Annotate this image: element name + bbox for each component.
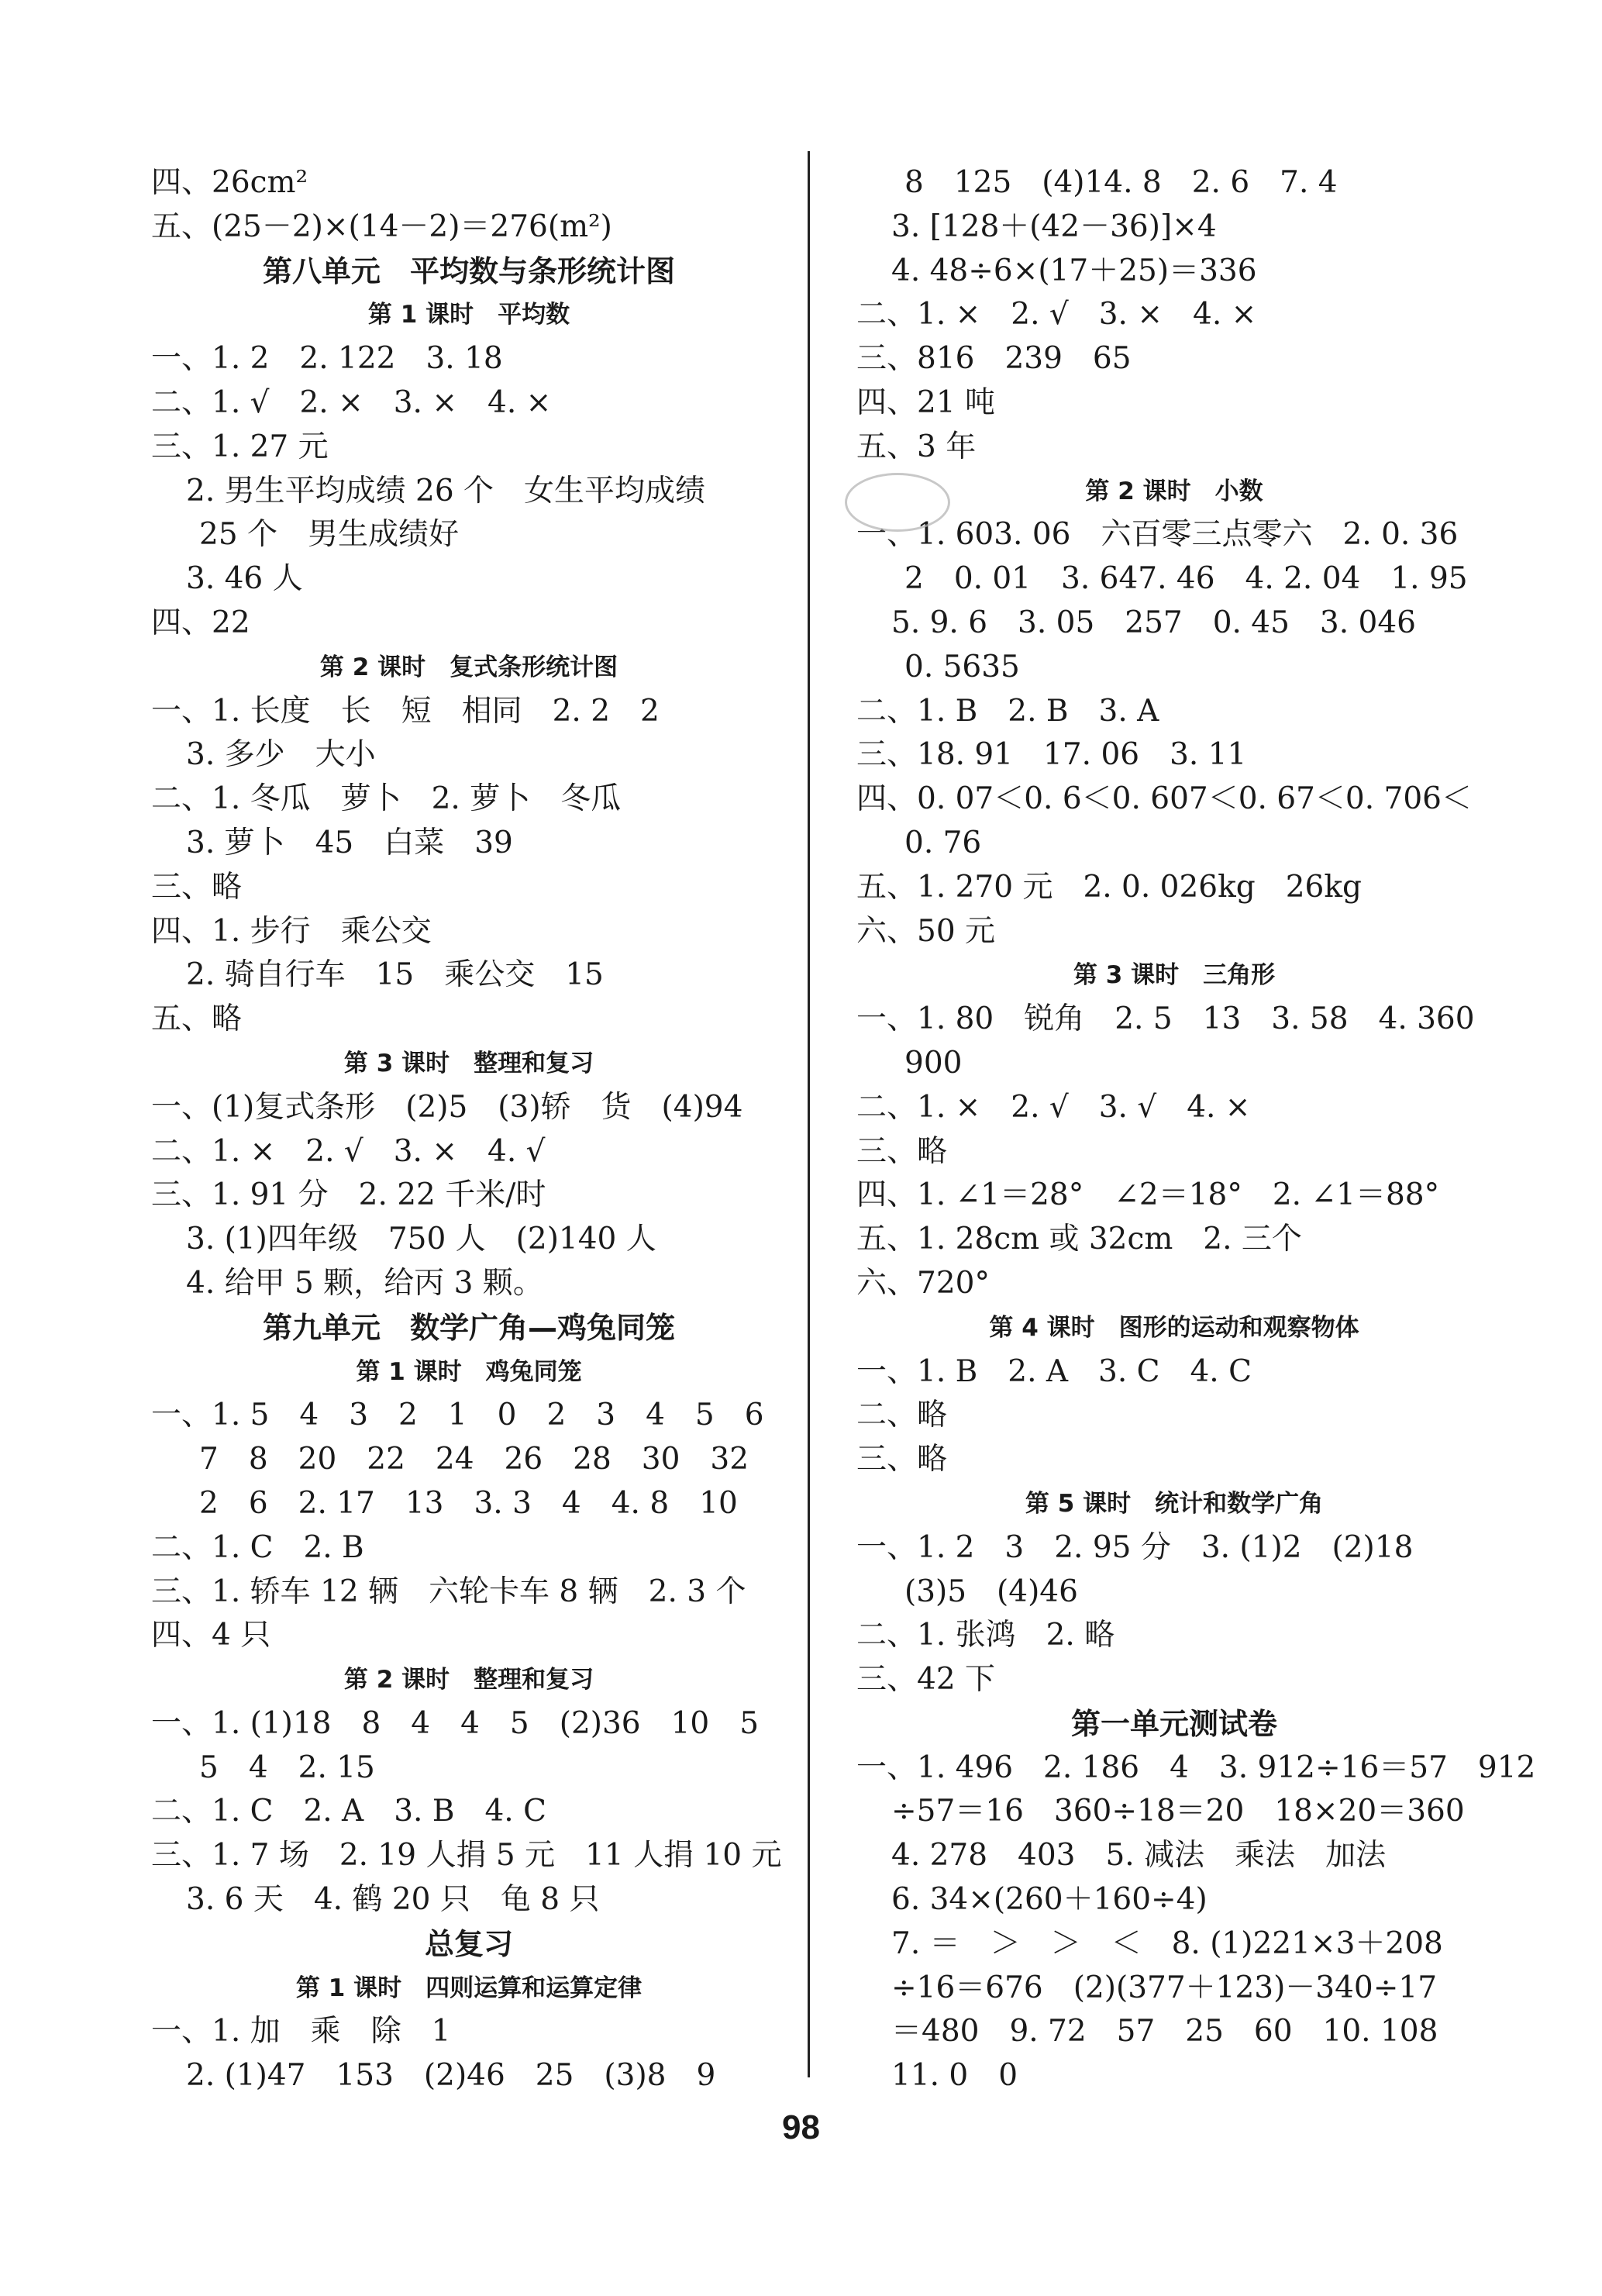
answer-line: 四、1. ∠1＝28° ∠2＝18° 2. ∠1＝88°: [856, 1177, 1440, 1213]
answer-line: 一、1. 加 乘 除 1: [151, 2014, 451, 2050]
answer-line: 二、1. × 2. √ 3. × 4. √: [151, 1133, 546, 1169]
answer-line: 一、1. 80 锐角 2. 5 13 3. 58 4. 360: [856, 1001, 1475, 1037]
answer-line: 900: [904, 1045, 963, 1081]
lesson-heading: 第 3 课时 三角形: [1073, 961, 1276, 990]
answer-line: 4. 给甲 5 颗，给丙 3 颗。: [186, 1265, 543, 1301]
answer-line: 四、4 只: [151, 1618, 271, 1653]
answer-line: 四、1. 步行 乘公交: [151, 913, 432, 949]
answer-line: 二、1. 张鸿 2. 略: [856, 1618, 1115, 1653]
answer-line: 五、1. 270 元 2. 0. 026kg 26kg: [856, 869, 1362, 905]
answer-line: 三、18. 91 17. 06 3. 11: [856, 737, 1247, 773]
answer-line: 2. 男生平均成绩 26 个 女生平均成绩: [186, 473, 706, 508]
answer-line: 四、26cm²: [151, 165, 308, 200]
answer-line: 4. 48÷6×(17＋25)＝336: [891, 253, 1257, 288]
answer-line: 6. 34×(260＋160÷4): [891, 1882, 1208, 1918]
lesson-heading: 第 2 课时 复式条形统计图: [319, 653, 618, 681]
answer-line: 3. (1)四年级 750 人 (2)140 人: [186, 1222, 656, 1257]
answer-line: 一、1. (1)18 8 4 4 5 (2)36 10 5: [151, 1705, 760, 1741]
right-column: [856, 161, 1536, 2098]
lesson-heading: 第 5 课时 统计和数学广角: [1025, 1489, 1324, 1518]
answer-line: 六、50 元: [856, 913, 996, 949]
answer-line: 5. 9. 6 3. 05 257 0. 45 3. 046: [891, 605, 1416, 640]
answer-line: 0. 76: [904, 825, 982, 860]
answer-line: 三、1. 27 元: [151, 429, 329, 464]
answer-line: 五、3 年: [856, 429, 977, 464]
answer-line: 四、0. 07＜0. 6＜0. 607＜0. 67＜0. 706＜: [856, 781, 1472, 817]
answer-line: ＝480 9. 72 57 25 60 10. 108: [891, 2014, 1438, 2050]
answer-line: 二、1. × 2. √ 3. √ 4. ×: [856, 1089, 1251, 1125]
answer-line: 3. 46 人: [186, 561, 303, 597]
answer-line: 25 个 男生成绩好: [199, 517, 460, 553]
answer-line: 五、1. 28cm 或 32cm 2. 三个: [856, 1222, 1302, 1257]
answer-line: 三、略: [151, 869, 243, 905]
answer-line: 0. 5635: [904, 649, 1020, 684]
answer-line: 二、1. C 2. B: [151, 1529, 364, 1565]
answer-line: 二、1. 冬瓜 萝卜 2. 萝卜 冬瓜: [151, 781, 622, 817]
answer-line: 一、(1)复式条形 (2)5 (3)轿 货 (4)94: [151, 1089, 743, 1125]
answer-line: 三、816 239 65: [856, 341, 1132, 377]
answer-line: 一、1. 2 3 2. 95 分 3. (1)2 (2)18: [856, 1529, 1414, 1565]
answer-line: 一、1. 603. 06 六百零三点零六 2. 0. 36: [856, 517, 1459, 553]
answer-line: 三、42 下: [856, 1662, 996, 1698]
answer-line: 二、1. C 2. A 3. B 4. C: [151, 1794, 546, 1829]
unit-heading: 第一单元测试卷: [1070, 1706, 1277, 1741]
answer-line: 二、1. √ 2. × 3. × 4. ×: [151, 384, 552, 420]
answer-line: 二、略: [856, 1398, 948, 1433]
unit-heading: 第九单元 数学广角—鸡兔同笼: [262, 1310, 675, 1345]
answer-line: 2. 骑自行车 15 乘公交 15: [186, 957, 604, 993]
answer-line: 二、1. × 2. √ 3. × 4. ×: [856, 297, 1257, 333]
left-column: [151, 161, 787, 2098]
lesson-heading: 第 1 课时 四则运算和运算定律: [295, 1974, 643, 2002]
answer-line: 四、21 吨: [856, 384, 996, 420]
answer-line: 5 4 2. 15: [199, 1750, 375, 1785]
answer-line: 7. ＝ ＞ ＞ ＜ 8. (1)221×3＋208: [891, 1925, 1443, 1961]
answer-line: 一、1. 2 2. 122 3. 18: [151, 341, 503, 377]
answer-line: 四、22: [151, 605, 250, 640]
answer-line: 2. (1)47 153 (2)46 25 (3)8 9: [186, 2058, 716, 2094]
answer-line: (3)5 (4)46: [904, 1574, 1078, 1609]
answer-line: 三、略: [856, 1442, 948, 1477]
answer-line: ÷57＝16 360÷18＝20 18×20＝360: [891, 1794, 1465, 1829]
answer-line: 2 0. 01 3. 647. 46 4. 2. 04 1. 95: [904, 561, 1468, 597]
answer-line: 三、略: [856, 1133, 948, 1169]
answer-line: 五、略: [151, 1001, 243, 1037]
answer-line: 三、1. 91 分 2. 22 千米/时: [151, 1177, 546, 1213]
answer-line: 二、1. B 2. B 3. A: [856, 693, 1159, 729]
answer-line: 三、1. 7 场 2. 19 人捐 5 元 11 人捐 10 元: [151, 1838, 782, 1874]
answer-line: 3. 6 天 4. 鹤 20 只 龟 8 只: [186, 1882, 600, 1918]
answer-line: 六、720°: [856, 1265, 990, 1301]
lesson-heading: 第 4 课时 图形的运动和观察物体: [989, 1313, 1359, 1342]
unit-heading: 总复习: [424, 1926, 513, 1961]
answer-line: 一、1. 496 2. 186 4 3. 912÷16＝57 912: [856, 1750, 1536, 1785]
answer-line: 3. [128＋(42－36)]×4: [891, 209, 1217, 244]
answer-line: 一、1. 5 4 3 2 1 0 2 3 4 5 6: [151, 1398, 764, 1433]
answer-line: ÷16＝676 (2)(377＋123)－340÷17: [891, 1970, 1438, 2005]
lesson-heading: 第 3 课时 整理和复习: [343, 1049, 594, 1077]
answer-line: 2 6 2. 17 13 3. 3 4 4. 8 10: [199, 1485, 738, 1521]
answer-line: 8 125 (4)14. 8 2. 6 7. 4: [904, 165, 1338, 200]
unit-heading: 第八单元 平均数与条形统计图: [262, 253, 675, 288]
answer-line: 3. 多少 大小: [186, 737, 376, 773]
answer-line: 3. 萝卜 45 白菜 39: [186, 825, 513, 860]
lesson-heading: 第 1 课时 鸡兔同笼: [356, 1357, 582, 1386]
answer-line: 三、1. 轿车 12 辆 六轮卡车 8 辆 2. 3 个: [151, 1574, 746, 1609]
answer-line: 4. 278 403 5. 减法 乘法 加法: [891, 1838, 1387, 1874]
lesson-heading: 第 1 课时 平均数: [367, 301, 570, 329]
answer-line: 一、1. B 2. A 3. C 4. C: [856, 1353, 1252, 1389]
column-divider: [808, 151, 810, 2077]
answer-line: 7 8 20 22 24 26 28 30 32: [199, 1442, 749, 1477]
lesson-heading: 第 2 课时 整理和复习: [343, 1666, 594, 1694]
answer-line: 11. 0 0: [891, 2058, 1018, 2094]
lesson-heading: 第 2 课时 小数: [1085, 477, 1263, 505]
page-number: 98: [782, 2108, 820, 2146]
answer-line: 五、(25－2)×(14－2)＝276(m²): [151, 209, 612, 244]
answer-line: 一、1. 长度 长 短 相同 2. 2 2: [151, 693, 660, 729]
watermark-stamp: [845, 473, 950, 532]
